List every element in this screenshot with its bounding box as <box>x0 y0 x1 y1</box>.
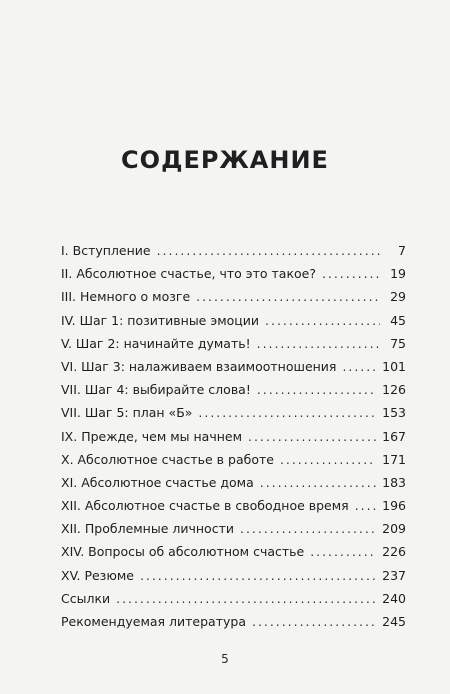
page-title: СОДЕРЖАНИЕ <box>121 146 329 174</box>
toc-entry <box>61 429 406 452</box>
toc-entry <box>61 475 406 498</box>
toc-entry-title: IX. Прежде, чем мы начнем <box>61 428 243 444</box>
toc-entry-title: XI. Абсолютное счастье дома <box>61 474 254 490</box>
toc-entry-title: IV. Шаг 1: позитивные эмоции <box>61 312 260 328</box>
toc-entry-title: VII. Шаг 4: выбирайте слова! <box>61 382 251 398</box>
toc-entry-title: I. Вступление <box>61 243 151 258</box>
toc-entry-page: 167 <box>382 428 406 444</box>
toc-leader-dots <box>265 313 380 329</box>
toc-entry-page: 183 <box>382 474 406 490</box>
toc-entry <box>61 544 406 567</box>
toc-entry-page: 45 <box>390 312 406 328</box>
toc-entry <box>61 382 406 405</box>
toc-entry <box>61 614 406 637</box>
toc-entry-page: 245 <box>382 614 406 629</box>
toc-entry-title: Ссылки <box>61 590 111 606</box>
toc-entry-title: Рекомендуемая литература <box>61 614 246 629</box>
toc-entry-page: 240 <box>382 590 406 606</box>
toc-leader-dots <box>355 498 376 514</box>
toc-entry-title: VII. Шаг 5: план «Б» <box>61 405 193 421</box>
toc-entry <box>61 243 406 266</box>
toc-leader-dots <box>252 614 376 630</box>
toc-leader-dots <box>240 521 376 537</box>
toc-entry-title: II. Абсолютное счастье, что это такое? <box>61 266 316 282</box>
toc-entry <box>61 521 406 544</box>
toc-entry <box>61 405 406 428</box>
toc-leader-dots <box>140 568 376 584</box>
toc-leader-dots <box>116 591 376 607</box>
toc-entry-title: XII. Проблемные личности <box>61 521 234 537</box>
toc-entry-page: 237 <box>382 567 406 583</box>
toc-leader-dots <box>196 289 380 305</box>
toc-entry-page: 101 <box>382 358 406 374</box>
toc-entry-page: 19 <box>390 266 406 282</box>
toc-entry-page: 226 <box>382 544 406 560</box>
toc-entry-page: 153 <box>382 405 406 421</box>
toc-entry <box>61 452 406 475</box>
toc-entry-page: 209 <box>382 521 406 537</box>
toc-leader-dots <box>257 336 380 352</box>
toc-entry <box>61 498 406 521</box>
toc-leader-dots <box>198 405 376 421</box>
toc-entry-page: 75 <box>390 335 406 351</box>
toc-leader-dots <box>257 382 376 398</box>
toc-entry-page: 7 <box>398 243 406 258</box>
toc-entry-page: 196 <box>382 498 406 514</box>
toc-leader-dots <box>157 243 380 259</box>
toc-entry-title: XV. Резюме <box>61 567 134 583</box>
toc-entry-title: VI. Шаг 3: налаживаем взаимоотношения <box>61 358 337 374</box>
toc-entry <box>61 591 406 614</box>
toc-entry-title: V. Шаг 2: начинайте думать! <box>61 335 251 351</box>
toc-leader-dots <box>310 544 376 560</box>
toc-entry <box>61 336 406 359</box>
toc-leader-dots <box>248 429 376 445</box>
toc-leader-dots <box>342 359 376 375</box>
toc-entry <box>61 266 406 289</box>
toc-entry <box>61 359 406 382</box>
table-of-contents <box>61 243 406 637</box>
toc-entry <box>61 289 406 312</box>
toc-entry-page: 171 <box>382 451 406 467</box>
toc-entry-page: 29 <box>390 289 406 305</box>
toc-leader-dots <box>260 475 376 491</box>
page-number: 5 <box>221 652 229 666</box>
toc-leader-dots <box>322 266 380 282</box>
toc-entry-title: III. Немного о мозге <box>61 289 191 305</box>
toc-entry-page: 126 <box>382 382 406 398</box>
toc-entry-title: X. Абсолютное счастье в работе <box>61 451 274 467</box>
toc-leader-dots <box>280 452 376 468</box>
toc-entry <box>61 568 406 591</box>
toc-entry-title: XIV. Вопросы об абсолютном счастье <box>61 544 305 560</box>
toc-entry-title: XII. Абсолютное счастье в свободное время <box>61 498 349 514</box>
toc-entry <box>61 313 406 336</box>
